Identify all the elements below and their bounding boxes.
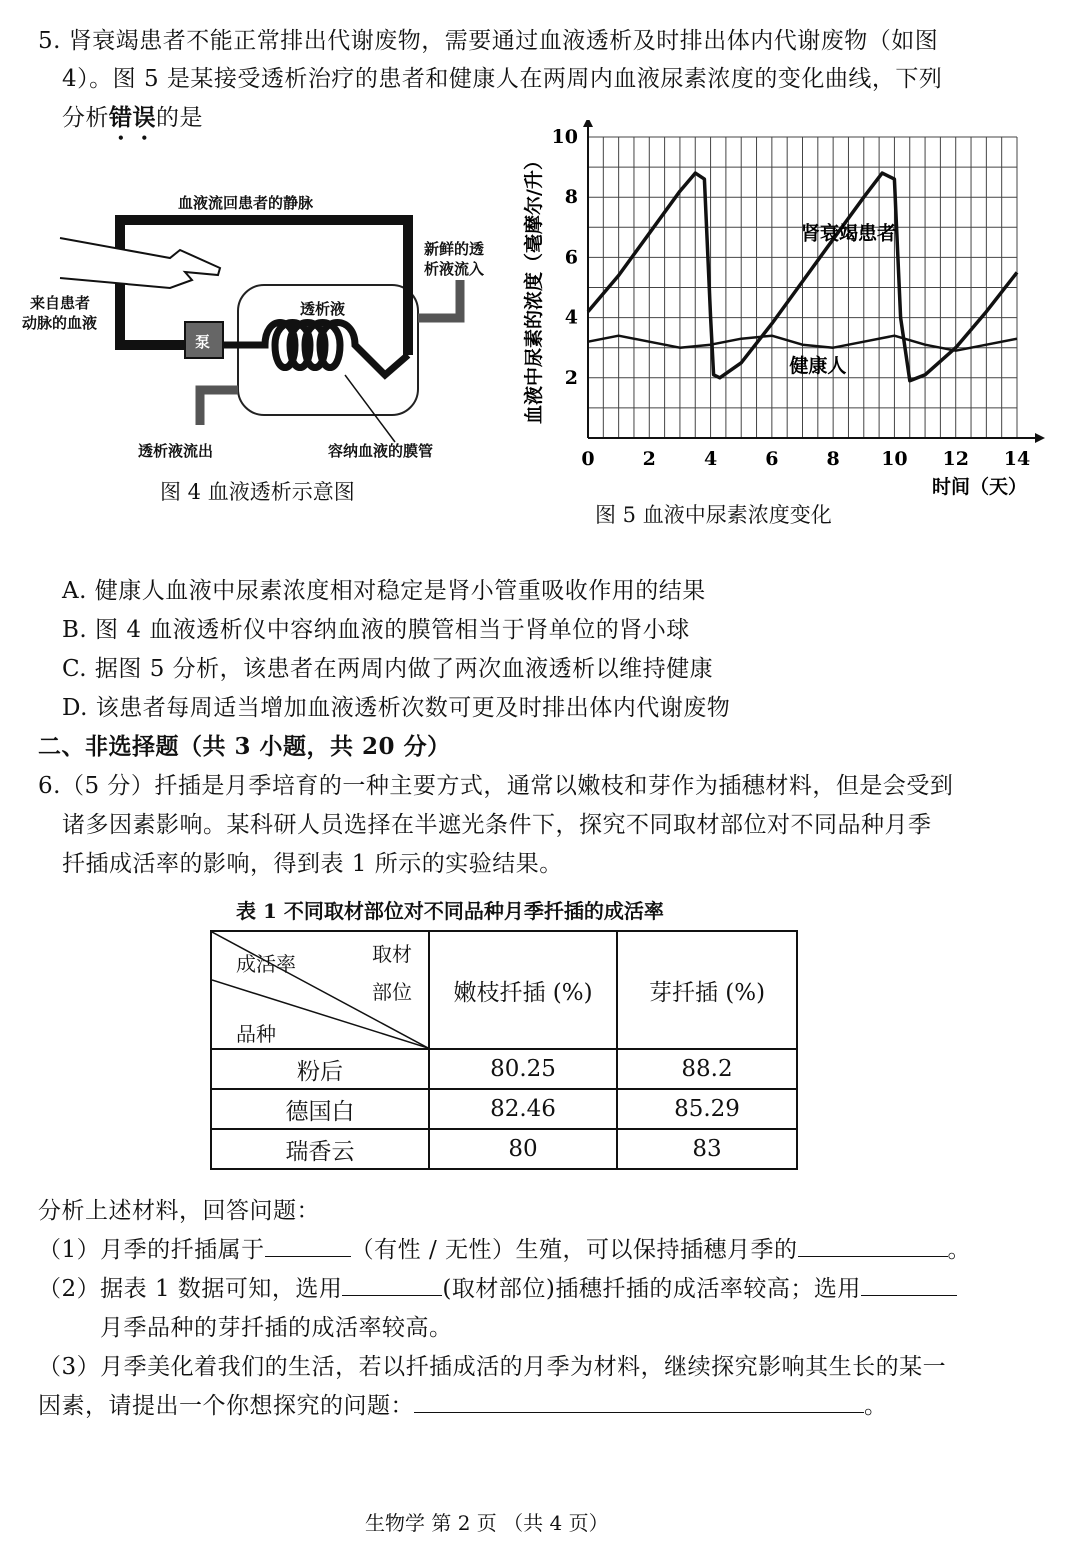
fig4-label-pump: 泵 bbox=[195, 333, 211, 351]
q5-line-3 bbox=[62, 99, 203, 145]
figure-5-caption: 图 5 血液中尿素浓度变化 bbox=[595, 503, 832, 527]
answer-blank-4[interactable] bbox=[861, 1273, 957, 1296]
x-tick-label: 12 bbox=[942, 448, 969, 470]
x-axis-label: 时间（天） bbox=[931, 476, 1027, 498]
q5-option-d: D. 该患者每周适当增加血液透析次数可更及时排出体内代谢废物 bbox=[62, 695, 731, 721]
q6-sub-3-line-2 bbox=[38, 1387, 888, 1420]
figure-5-urea-chart bbox=[520, 120, 1060, 500]
diag-label-rate: 成活率 bbox=[236, 952, 296, 976]
q6-sub-3-line-1: （3）月季美化着我们的生活，若以扦插成活的月季为材料，继续探究影响其生长的某一 bbox=[38, 1354, 947, 1380]
y-axis-label: 血液中尿素的浓度（毫摩尔/升） bbox=[523, 151, 545, 424]
q5-line-3-post: 的是 bbox=[156, 105, 203, 131]
q6-line-2: 诸多因素影响。某科研人员选择在半遮光条件下，探究不同取材部位对不同品种月季 bbox=[62, 812, 932, 838]
series-label-healthy: 健康人 bbox=[789, 354, 847, 377]
q5-line-1: 5. 肾衰竭患者不能正常排出代谢废物，需要通过血液透析及时排出体内代谢废物（如图 bbox=[38, 28, 939, 54]
table-1-title: 表 1 不同取材部位对不同品种月季扦插的成活率 bbox=[236, 899, 664, 923]
table-header-col-1: 嫩枝扦插 (%) bbox=[429, 931, 617, 1049]
q6-sub-2-a: （2）据表 1 数据可知，选用 bbox=[38, 1276, 343, 1302]
q6-sub-1-c: 。 bbox=[947, 1237, 972, 1263]
y-tick-label: 8 bbox=[564, 186, 578, 209]
table-header-row bbox=[211, 931, 797, 1049]
arm-hand-icon bbox=[60, 238, 220, 288]
section-2-title-e: 分） bbox=[395, 733, 451, 760]
x-tick-label: 8 bbox=[826, 448, 840, 470]
q5-option-a: A. 健康人血液中尿素浓度相对稳定是肾小管重吸收作用的结果 bbox=[62, 578, 706, 604]
x-tick-label: 6 bbox=[765, 448, 779, 470]
q6-sub-1-a: （1）月季的扦插属于 bbox=[38, 1237, 265, 1263]
answer-blank-3[interactable] bbox=[342, 1273, 442, 1296]
fresh-dialysate-pipe bbox=[418, 280, 460, 318]
q6-sub-1 bbox=[38, 1231, 971, 1264]
series-label-patient: 肾衰竭患者 bbox=[800, 222, 896, 245]
table-row bbox=[211, 1129, 797, 1169]
diag-label-variety: 品种 bbox=[236, 1022, 276, 1046]
table-row bbox=[211, 1089, 797, 1129]
q6-sub-2-cont: 月季品种的芽扦插的成活率较高。 bbox=[100, 1315, 453, 1341]
q6-sub-3-c: 。 bbox=[864, 1393, 888, 1419]
table-cell-c1: 82.46 bbox=[429, 1089, 617, 1129]
q5-option-b: B. 图 4 血液透析仪中容纳血液的膜管相当于肾单位的肾小球 bbox=[62, 617, 690, 643]
q5-option-c: C. 据图 5 分析，该患者在两周内做了两次血液透析以维持健康 bbox=[62, 656, 714, 682]
diag-label-part-2: 部位 bbox=[372, 980, 412, 1004]
y-axis-arrow-icon bbox=[583, 120, 593, 127]
q6-sub-1-b: （有性 / 无性）生殖，可以保持插穗月季的 bbox=[350, 1237, 798, 1263]
artery-path bbox=[120, 290, 195, 345]
fig4-label-fresh-1: 新鲜的透 bbox=[424, 240, 485, 258]
table-cell-c1: 80 bbox=[429, 1129, 617, 1169]
x-axis-arrow-icon bbox=[1035, 433, 1045, 443]
q6-sub-2-b: (取材部位)插穗扦插的成活率较高；选用 bbox=[442, 1276, 861, 1302]
table-cell-c2: 83 bbox=[617, 1129, 797, 1169]
tube-pointer-line bbox=[345, 375, 395, 442]
table-diagonal-header bbox=[211, 931, 429, 1049]
q5-line-2: 4）。图 5 是某接受透析治疗的患者和健康人在两周内血液尿素浓度的变化曲线，下列 bbox=[62, 66, 943, 92]
section-2-title bbox=[38, 728, 451, 761]
x-tick-label: 2 bbox=[642, 448, 656, 470]
fig4-label-return-vein: 血液流回患者的静脉 bbox=[178, 194, 314, 212]
diag-label-part-1: 取材 bbox=[372, 942, 412, 966]
fig4-label-artery-2: 动脉的血液 bbox=[22, 314, 98, 332]
q6-analysis-prompt: 分析上述材料，回答问题： bbox=[38, 1198, 320, 1224]
y-tick-label: 4 bbox=[564, 306, 578, 329]
table-row-name: 粉后 bbox=[211, 1049, 429, 1089]
x-tick-label: 10 bbox=[881, 448, 908, 470]
x-tick-label: 4 bbox=[703, 448, 718, 470]
table-cell-c1: 80.25 bbox=[429, 1049, 617, 1089]
answer-blank-5[interactable] bbox=[414, 1390, 864, 1413]
table-cell-c2: 85.29 bbox=[617, 1089, 797, 1129]
membrane-coil bbox=[223, 323, 408, 376]
y-tick-label: 6 bbox=[564, 246, 578, 269]
q5-emphasis-wrong: 错误 bbox=[109, 104, 156, 131]
figure-4-caption: 图 4 血液透析示意图 bbox=[160, 480, 355, 504]
fig4-label-artery-1: 来自患者 bbox=[30, 294, 91, 312]
table-row bbox=[211, 1049, 797, 1089]
q6-sub-2 bbox=[38, 1270, 957, 1303]
fig4-label-dialysate: 透析液 bbox=[300, 300, 346, 318]
section-2-title-a: 二、非选择题（共 bbox=[38, 733, 235, 760]
fig4-label-fresh-2: 析液流入 bbox=[424, 260, 485, 278]
q5-line-3-pre: 分析 bbox=[62, 105, 109, 131]
x-tick-label: 0 bbox=[581, 448, 595, 470]
answer-blank-1[interactable] bbox=[265, 1234, 351, 1257]
y-tick-label: 2 bbox=[564, 366, 578, 389]
x-tick-label: 14 bbox=[1003, 448, 1031, 470]
table-header-col-2: 芽扦插 (%) bbox=[617, 931, 797, 1049]
y-tick-label: 10 bbox=[551, 126, 578, 148]
section-2-title-b: 3 bbox=[234, 733, 252, 760]
answer-blank-2[interactable] bbox=[798, 1234, 948, 1257]
table-row-name: 德国白 bbox=[211, 1089, 429, 1129]
q6-sub-3-b: 因素，请提出一个你想探究的问题： bbox=[38, 1393, 414, 1419]
fig4-label-out: 透析液流出 bbox=[138, 442, 214, 460]
page-footer: 生物学 第 2 页 （共 4 页） bbox=[365, 1511, 609, 1535]
table-cell-c2: 88.2 bbox=[617, 1049, 797, 1089]
q6-line-1: 6.（5 分）扦插是月季培育的一种主要方式，通常以嫩枝和芽作为插穗材料，但是会受到 bbox=[38, 773, 954, 799]
q6-line-3: 扦插成活率的影响，得到表 1 所示的实验结果。 bbox=[62, 851, 563, 877]
fig4-label-tube: 容纳血液的膜管 bbox=[328, 442, 434, 460]
dialysate-out-pipe bbox=[200, 390, 238, 425]
section-2-title-c: 小题，共 bbox=[251, 733, 363, 760]
table-row-name: 瑞香云 bbox=[211, 1129, 429, 1169]
table-1 bbox=[210, 930, 798, 1170]
section-2-title-d: 20 bbox=[362, 733, 396, 760]
